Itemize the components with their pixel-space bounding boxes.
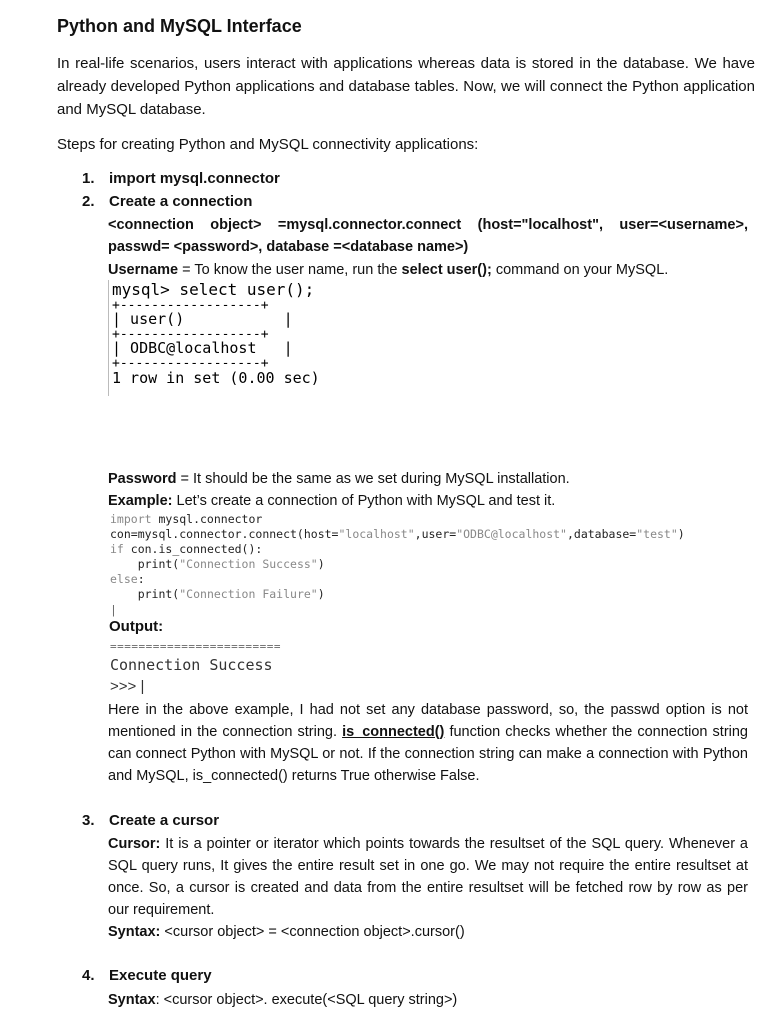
code-line [110,572,145,586]
code-text: ) [317,557,325,571]
password-text: = It should be the same as we set during MySQL installation. [176,471,570,487]
code-text: con=mysql.connector.connect(host= [110,527,339,541]
code-text: ) [317,587,325,601]
shell-result: Connection Success [110,656,273,674]
step-number: 2. [82,193,95,210]
explanation-paragraph [108,699,748,787]
syntax-text: <cursor object> = <connection object>.cursor() [160,924,465,940]
explain-text: Here in the above example, I had not set any database password, so, the passwd option is not mentioned in the connection string. [108,702,748,740]
code-keyword: else [110,572,138,586]
password-note [108,468,748,490]
console-footer: 1 row in set (0.00 sec) [112,369,320,387]
select-user-command: select user(); [401,262,492,278]
console-border: +------------------+ [112,327,269,342]
mysql-console-screenshot [108,280,379,396]
syntax-label: Syntax: [108,924,161,940]
username-note [108,259,748,281]
syntax-label: Syntax [108,992,156,1008]
code-line [110,542,262,556]
intro-paragraph: In real-life scenarios, users interact with applications whereas data is stored in the database. We have already developed Python applications and database tables. Now, we will connect the Python application and MySQL database. [57,55,755,118]
console-value-row: | ODBC@localhost | [112,339,293,357]
username-label: Username [108,262,179,278]
username-text-end: command on your MySQL. [491,262,669,278]
shell-separator: ======================== [110,640,281,653]
code-text: mysql.connector [151,512,263,526]
code-line [110,557,325,571]
output-label: Output: [109,618,164,635]
code-string: "ODBC@localhost" [456,527,567,541]
code-text: print( [110,587,180,601]
code-text: ) [677,527,685,541]
example-note [108,490,748,512]
example-text: Let’s create a connection of Python with MySQL and test it. [172,493,556,509]
execute-syntax [108,989,748,1011]
code-string: "Connection Success" [179,557,318,571]
cursor-label: Cursor: [108,836,161,852]
code-cursor: | [110,603,117,617]
console-border: +------------------+ [112,356,269,371]
code-keyword: import [110,512,152,526]
code-string: "test" [636,527,678,541]
code-line [110,587,325,601]
python-shell-output [110,640,410,700]
code-text: ,user= [414,527,457,541]
step-number: 3. [82,812,95,829]
console-border: +------------------+ [112,298,269,313]
step-title: Create a cursor [109,812,220,829]
cursor-syntax [108,921,748,943]
code-text: ,database= [566,527,637,541]
step-number: 4. [82,967,95,984]
shell-prompt: >>> | [110,678,145,695]
code-keyword: if [110,542,124,556]
is-connected-function: is_connected() [342,724,445,740]
steps-intro: Steps for creating Python and MySQL connectivity applications: [57,136,479,153]
password-label: Password [108,471,177,487]
code-string: "Connection Failure" [179,587,318,601]
connection-syntax: <connection object> =mysql.connector.connect (host="localhost", user=<username>, passwd= <password>, database =<database name>) [108,217,748,255]
page-title: Python and MySQL Interface [57,16,302,36]
step-title: Execute query [109,967,212,984]
step-title: import mysql.connector [109,170,280,187]
code-string: "localhost" [338,527,415,541]
code-text: : [137,572,145,586]
code-text: print( [110,557,180,571]
code-line [110,527,685,541]
username-text: = To know the user name, run the [178,262,402,278]
code-text: con.is_connected(): [123,542,263,556]
explain-text-end: function checks whether the connection string can connect Python with MySQL or not. If the connection string can make a connection with Python and MySQL, is_connected() returns True otherwise False. [108,724,748,784]
console-column-header: | user() | [112,310,293,328]
step-number: 1. [82,170,95,187]
example-label: Example: [108,493,173,509]
cursor-paragraph [108,833,748,921]
syntax-text: : <cursor object>. execute(<SQL query string>) [155,992,458,1008]
cursor-text: It is a pointer or iterator which points towards the resultset of the SQL query. Whenever a SQL query runs, It gives the entire result set in one go. We may not require the entire resultset at once. So, a cursor is created and data from the entire resultset will be fetched row by row as per our requirement. [108,836,748,918]
step-title: Create a connection [109,193,253,210]
python-code-screenshot [110,512,760,622]
console-prompt: mysql> select user(); [112,280,315,299]
code-line [110,512,262,526]
